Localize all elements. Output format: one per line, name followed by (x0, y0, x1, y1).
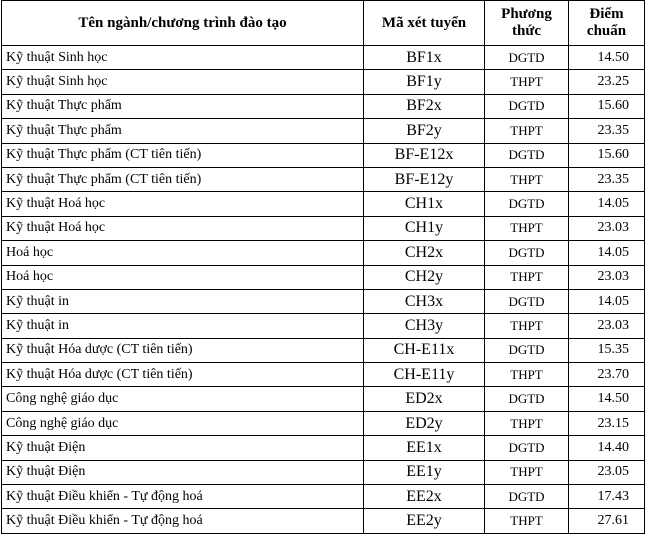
table-row (2, 460, 645, 484)
cutoff-score-cell: 15.60 (569, 94, 645, 118)
cutoff-score-cell: 23.70 (569, 363, 645, 387)
admission-code-cell: ED2x (364, 387, 485, 411)
method-cell: DGTD (485, 241, 569, 265)
admission-code-cell: CH3y (364, 314, 485, 338)
program-name-cell: Kỹ thuật Điện (2, 436, 364, 460)
admission-code-cell: BF2x (364, 94, 485, 118)
program-name-cell: Kỹ thuật Điều khiển - Tự động hoá (2, 485, 364, 509)
table-row (2, 509, 645, 533)
method-cell: THPT (485, 460, 569, 484)
table-row (2, 241, 645, 265)
cutoff-score-cell: 23.05 (569, 460, 645, 484)
cutoff-score-cell: 14.05 (569, 241, 645, 265)
program-name-cell: Kỹ thuật Hoá học (2, 216, 364, 240)
cutoff-score-cell: 23.35 (569, 119, 645, 143)
table-row (2, 289, 645, 313)
admission-code-cell: CH2x (364, 241, 485, 265)
program-name-cell: Kỹ thuật Sinh học (2, 46, 364, 70)
table-row (2, 338, 645, 362)
program-name-cell: Kỹ thuật Hoá học (2, 192, 364, 216)
method-cell: DGTD (485, 436, 569, 460)
method-cell: DGTD (485, 46, 569, 70)
admission-code-cell: CH-E11y (364, 363, 485, 387)
cutoff-score-cell: 14.40 (569, 436, 645, 460)
cutoff-score-cell: 17.43 (569, 485, 645, 509)
table-row (2, 143, 645, 167)
admission-code-cell: CH3x (364, 289, 485, 313)
cutoff-score-cell: 14.05 (569, 289, 645, 313)
method-cell: THPT (485, 70, 569, 94)
program-name-cell: Kỹ thuật Điện (2, 460, 364, 484)
table-row (2, 265, 645, 289)
admission-code-cell: CH-E11x (364, 338, 485, 362)
header-admission-code: Mã xét tuyển (364, 1, 485, 46)
program-name-cell: Kỹ thuật Thực phẩm (CT tiên tiến) (2, 143, 364, 167)
table-row (2, 167, 645, 191)
admission-code-cell: BF1y (364, 70, 485, 94)
program-name-cell: Kỹ thuật in (2, 314, 364, 338)
cutoff-score-cell: 23.25 (569, 70, 645, 94)
method-cell: THPT (485, 314, 569, 338)
program-name-cell: Kỹ thuật Hóa dược (CT tiên tiến) (2, 338, 364, 362)
admission-scores-table (1, 0, 645, 534)
method-cell: THPT (485, 265, 569, 289)
program-name-cell: Công nghệ giáo dục (2, 411, 364, 435)
method-cell: DGTD (485, 94, 569, 118)
program-name-cell: Hoá học (2, 241, 364, 265)
method-cell: DGTD (485, 338, 569, 362)
header-cutoff-score: Điểm chuẩn (569, 1, 645, 46)
admission-code-cell: EE1y (364, 460, 485, 484)
table-header-row (2, 1, 645, 46)
table-row (2, 46, 645, 70)
cutoff-score-cell: 23.35 (569, 167, 645, 191)
admission-code-cell: CH2y (364, 265, 485, 289)
cutoff-score-cell: 23.15 (569, 411, 645, 435)
cutoff-score-cell: 23.03 (569, 216, 645, 240)
cutoff-score-cell: 14.05 (569, 192, 645, 216)
program-name-cell: Kỹ thuật Điều khiển - Tự động hoá (2, 509, 364, 533)
admission-code-cell: BF1x (364, 46, 485, 70)
admission-code-cell: BF-E12x (364, 143, 485, 167)
admission-code-cell: BF-E12y (364, 167, 485, 191)
cutoff-score-cell: 15.35 (569, 338, 645, 362)
admission-code-cell: ED2y (364, 411, 485, 435)
table-row (2, 485, 645, 509)
program-name-cell: Kỹ thuật Sinh học (2, 70, 364, 94)
admission-code-cell: CH1y (364, 216, 485, 240)
method-cell: DGTD (485, 387, 569, 411)
method-cell: THPT (485, 167, 569, 191)
program-name-cell: Công nghệ giáo dục (2, 387, 364, 411)
method-cell: THPT (485, 363, 569, 387)
method-cell: THPT (485, 119, 569, 143)
table-row (2, 411, 645, 435)
method-cell: DGTD (485, 289, 569, 313)
program-name-cell: Hoá học (2, 265, 364, 289)
header-method: Phương thức (485, 1, 569, 46)
cutoff-score-cell: 14.50 (569, 46, 645, 70)
method-cell: DGTD (485, 192, 569, 216)
method-cell: THPT (485, 411, 569, 435)
table-row (2, 314, 645, 338)
method-cell: THPT (485, 509, 569, 533)
method-cell: DGTD (485, 143, 569, 167)
cutoff-score-cell: 27.61 (569, 509, 645, 533)
program-name-cell: Kỹ thuật Hóa dược (CT tiên tiến) (2, 363, 364, 387)
table-row (2, 387, 645, 411)
cutoff-score-cell: 23.03 (569, 314, 645, 338)
table-row (2, 94, 645, 118)
program-name-cell: Kỹ thuật Thực phẩm (2, 119, 364, 143)
table-row (2, 70, 645, 94)
program-name-cell: Kỹ thuật Thực phẩm (CT tiên tiến) (2, 167, 364, 191)
admission-code-cell: CH1x (364, 192, 485, 216)
method-cell: THPT (485, 216, 569, 240)
header-program-name: Tên ngành/chương trình đào tạo (2, 1, 364, 46)
program-name-cell: Kỹ thuật in (2, 289, 364, 313)
cutoff-score-cell: 14.50 (569, 387, 645, 411)
admission-code-cell: EE1x (364, 436, 485, 460)
cutoff-score-cell: 15.60 (569, 143, 645, 167)
program-name-cell: Kỹ thuật Thực phẩm (2, 94, 364, 118)
table-row (2, 363, 645, 387)
admission-code-cell: EE2y (364, 509, 485, 533)
admission-code-cell: BF2y (364, 119, 485, 143)
table-row (2, 436, 645, 460)
table-row (2, 192, 645, 216)
admission-code-cell: EE2x (364, 485, 485, 509)
cutoff-score-cell: 23.03 (569, 265, 645, 289)
table-row (2, 119, 645, 143)
method-cell: DGTD (485, 485, 569, 509)
table-row (2, 216, 645, 240)
